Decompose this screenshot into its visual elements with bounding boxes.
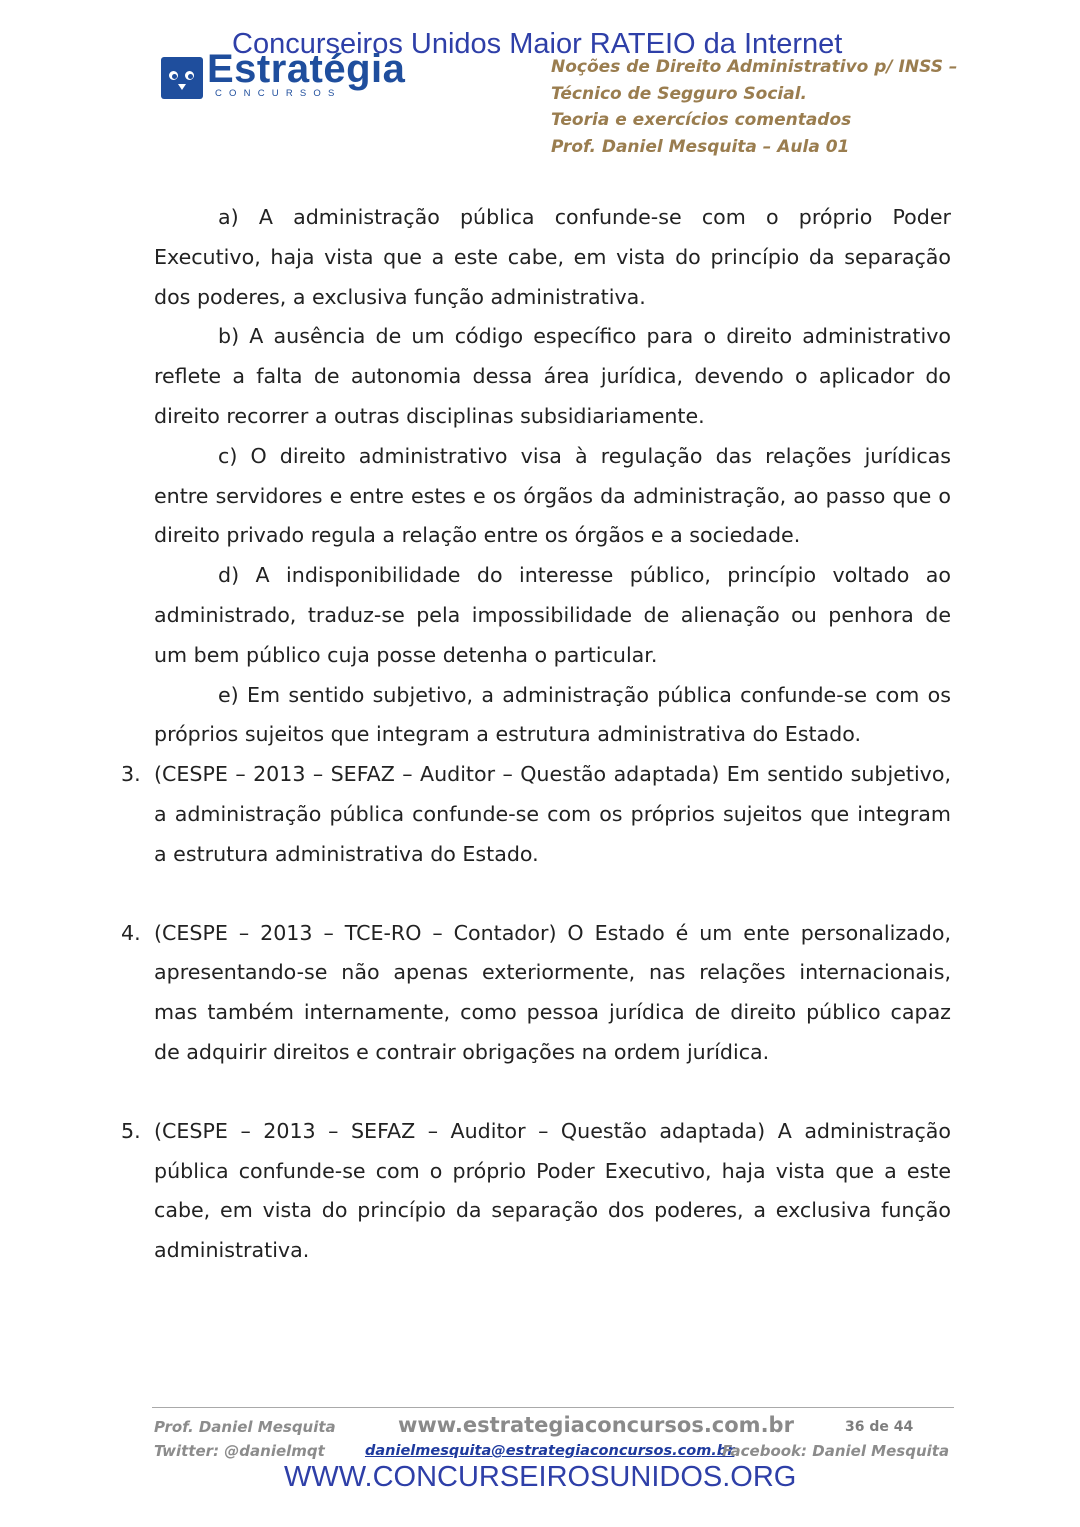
- footer-divider: [152, 1407, 954, 1408]
- course-description-line: Teoria e exercícios comentados: [551, 110, 852, 130]
- question-text: (CESPE – 2013 – SEFAZ – Auditor – Questão adaptada) A administração pública confunde-se com o próprio Poder Executivo, haja vista que a este cabe, em vista do princípio da separação dos poderes, a exclusiva função administrativa.: [154, 1118, 951, 1263]
- question-4: [121, 914, 951, 1073]
- question-3: [121, 755, 951, 874]
- logo-subtitle: CONCURSOS: [215, 88, 342, 99]
- course-header: [551, 54, 1011, 160]
- option-c: c) O direito administrativo visa à regulação das relações jurídicas entre servidores e entre estes e os órgãos da administração, ao passo que o direito privado regula a relação entre os órgãos e a sociedade.: [154, 443, 951, 548]
- document-body: [121, 198, 951, 1271]
- option-e: e) Em sentido subjetivo, a administração pública confunde-se com os próprios sujeitos que integram a estrutura administrativa do Estado.: [154, 682, 951, 747]
- footer-website-link[interactable]: www.estrategiaconcursos.com.br: [398, 1413, 794, 1437]
- question-number: 4.: [121, 920, 141, 945]
- question-number: 3.: [121, 762, 141, 787]
- watermark-top-text: Concurseiros Unidos Maior RATEIO da Internet: [232, 28, 843, 60]
- question-number: 5.: [121, 1118, 141, 1143]
- watermark-bottom-text: WWW.CONCURSEIROSUNIDOS.ORG: [284, 1461, 797, 1493]
- question-text: (CESPE – 2013 – SEFAZ – Auditor – Questão adaptada) Em sentido subjetivo, a administração pública confunde-se com os próprios sujeitos que integram a estrutura administrativa do Estado.: [154, 762, 951, 866]
- course-lesson-line: Prof. Daniel Mesquita – Aula 01: [551, 136, 850, 157]
- course-subtitle-line: Técnico de Segguro Social.: [551, 83, 808, 104]
- course-title-line: Noções de Direito Administrativo p/ INSS –: [551, 57, 958, 77]
- page-number: 36 de 44: [845, 1419, 914, 1435]
- question-text: (CESPE – 2013 – TCE-RO – Contador) O Estado é um ente personalizado, apresentando-se não apenas exteriormente, nas relações internacionais, mas também internamente, como pessoa jurídica de direito público capaz de adquirir direitos e contrair obrigações na ordem jurídica.: [154, 920, 951, 1064]
- option-d: d) A indisponibilidade do interesse público, princípio voltado ao administrado, traduz-se pela impossibilidade de alienação ou penhora de um bem público cuja posse detenha o particular.: [154, 563, 951, 667]
- estrategia-logo: [161, 47, 411, 103]
- option-b: b) A ausência de um código específico para o direito administrativo reflete a falta de autonomia dessa área jurídica, devendo o aplicador do direito recorrer a outras disciplinas subsidiariamente.: [154, 324, 951, 428]
- footer-twitter: Twitter: @danielmqt: [154, 1442, 325, 1460]
- footer-email-link[interactable]: danielmesquita@estrategiaconcursos.com.br: [365, 1443, 735, 1459]
- footer-professor: Prof. Daniel Mesquita: [154, 1418, 336, 1436]
- owl-icon: [161, 57, 203, 99]
- question-5: [121, 1112, 951, 1271]
- logo-name: Estratégia: [207, 47, 406, 91]
- option-a: a) A administração pública confunde-se com o próprio Poder Executivo, haja vista que a este cabe, em vista do princípio da separação dos poderes, a exclusiva função administrativa.: [154, 205, 951, 309]
- footer-facebook: Facebook: Daniel Mesquita: [722, 1442, 950, 1460]
